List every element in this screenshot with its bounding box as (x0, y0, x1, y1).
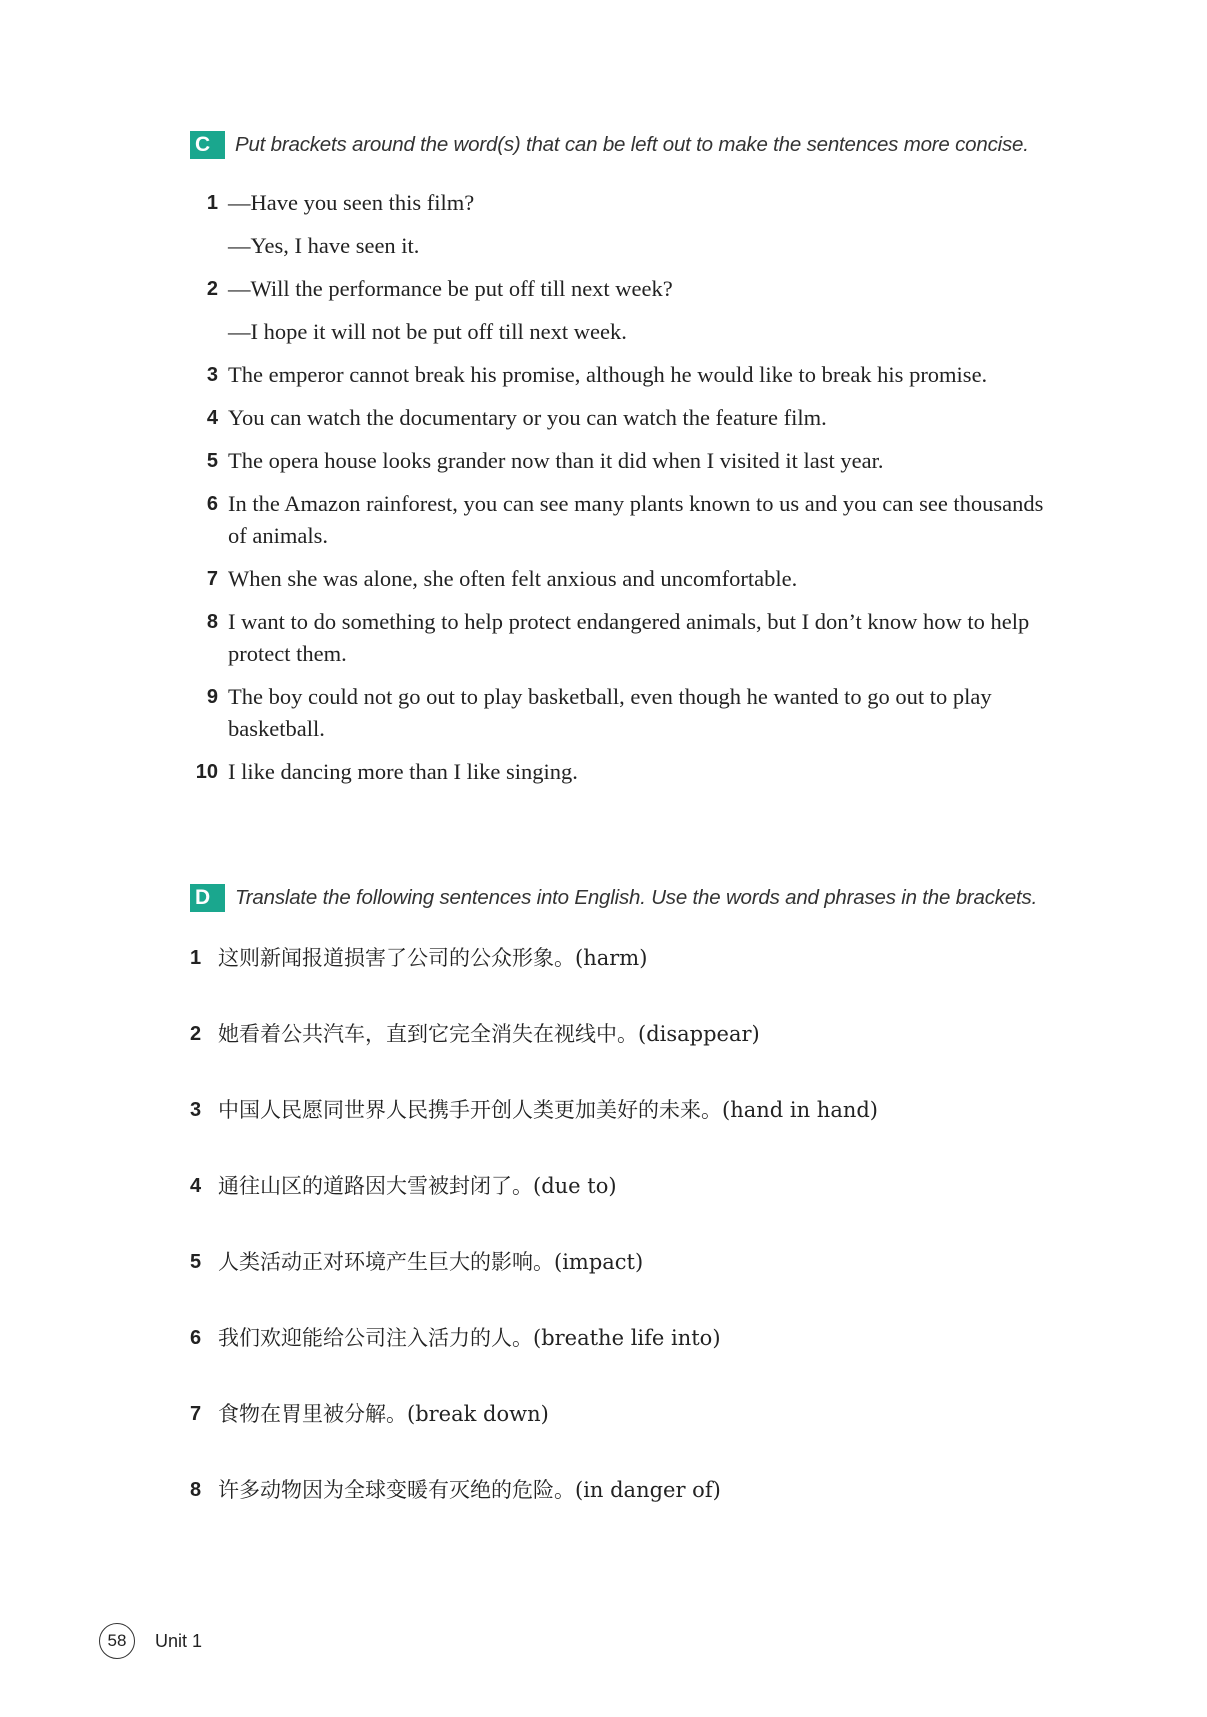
item-number: 3 (206, 364, 218, 386)
item-number: 3 (190, 1099, 202, 1121)
list-item (190, 187, 1050, 219)
list-item (190, 942, 1050, 1018)
section-c-list (190, 187, 1050, 799)
list-item (190, 1246, 1050, 1322)
list-item (190, 1170, 1050, 1246)
item-number: 7 (206, 568, 218, 590)
item-number: 2 (190, 1023, 202, 1045)
item-number: 4 (190, 1175, 202, 1197)
item-text: You can watch the documentary or you can watch the feature film. (228, 405, 827, 430)
item-number: 7 (190, 1403, 202, 1425)
list-item (190, 756, 1050, 788)
item-number: 1 (206, 192, 218, 214)
item-text: —Will the performance be put off till next week? (228, 276, 673, 301)
item-text: 中国人民愿同世界人民携手开创人类更加美好的未来。(hand in hand) (218, 1098, 879, 1122)
list-item (190, 445, 1050, 477)
section-d-header (190, 884, 1037, 912)
item-text-reply: —Yes, I have seen it. (228, 233, 420, 258)
list-item (190, 1094, 1050, 1170)
item-text: 通往山区的道路因大雪被封闭了。(due to) (218, 1174, 617, 1198)
list-item (190, 488, 1050, 552)
section-d-badge: D (190, 884, 225, 912)
list-item (190, 606, 1050, 670)
item-text: The emperor cannot break his promise, although he would like to break his promise. (228, 362, 988, 387)
page-number: 58 (99, 1623, 135, 1659)
item-text: The opera house looks grander now than it did when I visited it last year. (228, 448, 884, 473)
item-text: 我们欢迎能给公司注入活力的人。(breathe life into) (218, 1326, 721, 1350)
item-text: The boy could not go out to play basketball, even though he wanted to go out to play basketball. (228, 684, 992, 741)
list-item (190, 1398, 1050, 1474)
section-c-badge: C (190, 131, 225, 159)
item-number: 8 (190, 1479, 202, 1501)
section-c-instruction: Put brackets around the word(s) that can be left out to make the sentences more concise. (235, 133, 1029, 156)
list-item (190, 1322, 1050, 1398)
section-d-instruction: Translate the following sentences into English. Use the words and phrases in the brackets. (235, 886, 1038, 909)
item-number: 1 (190, 947, 202, 969)
item-text-reply: —I hope it will not be put off till next week. (228, 319, 627, 344)
list-item (190, 273, 1050, 305)
item-number: 10 (195, 761, 218, 783)
item-text: I want to do something to help protect endangered animals, but I don’t know how to help protect them. (228, 609, 1030, 666)
section-c-header (190, 131, 1029, 159)
list-item (190, 1474, 1050, 1550)
page-footer (99, 1623, 202, 1659)
item-text: I like dancing more than I like singing. (228, 759, 578, 784)
item-number: 4 (206, 407, 218, 429)
item-number: 9 (206, 686, 218, 708)
item-text: —Have you seen this film? (228, 190, 475, 215)
list-item (190, 563, 1050, 595)
item-number: 6 (206, 493, 218, 515)
item-text: 人类活动正对环境产生巨大的影响。(impact) (218, 1250, 644, 1274)
list-item (190, 681, 1050, 745)
item-number: 2 (206, 278, 218, 300)
item-text: When she was alone, she often felt anxious and uncomfortable. (228, 566, 798, 591)
unit-label: Unit 1 (155, 1630, 203, 1651)
list-item (190, 1018, 1050, 1094)
item-text: 食物在胃里被分解。(break down) (218, 1402, 549, 1426)
item-text: In the Amazon rainforest, you can see many plants known to us and you can see thousands of animals. (228, 491, 1044, 548)
list-item (190, 402, 1050, 434)
item-text: 许多动物因为全球变暖有灭绝的危险。(in danger of) (218, 1478, 721, 1502)
item-text: 她看着公共汽车，直到它完全消失在视线中。(disappear) (218, 1022, 760, 1046)
item-number: 8 (206, 611, 218, 633)
item-number: 5 (190, 1251, 202, 1273)
item-text: 这则新闻报道损害了公司的公众形象。(harm) (218, 946, 648, 970)
item-number: 5 (206, 450, 218, 472)
section-d-list (190, 942, 1050, 1550)
list-item (190, 359, 1050, 391)
item-number: 6 (190, 1327, 202, 1349)
